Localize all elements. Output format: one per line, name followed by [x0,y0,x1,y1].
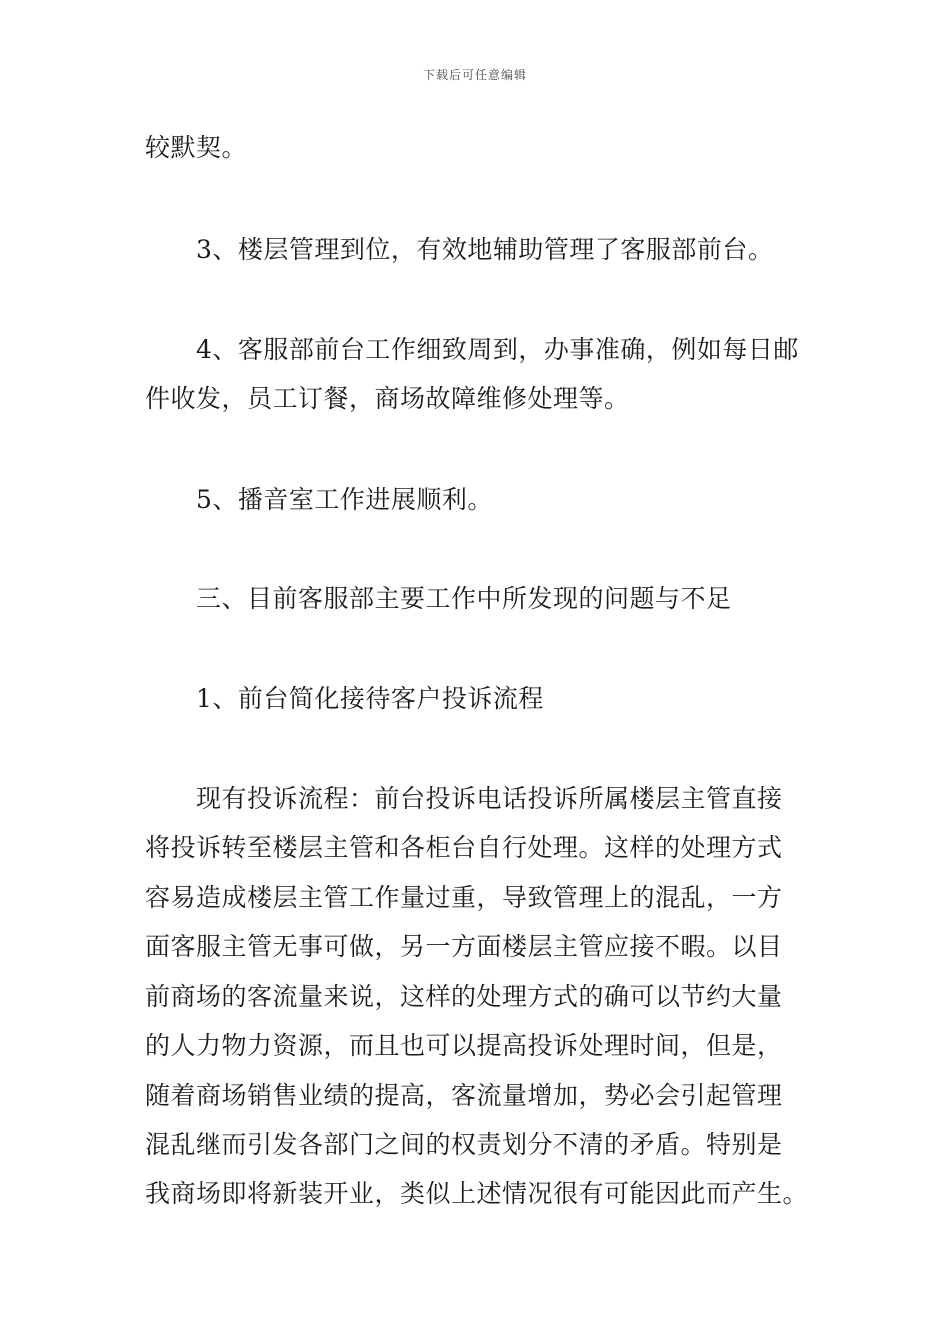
paragraph-line: 容易造成楼层主管工作量过重，导致管理上的混乱，一方 [145,883,783,912]
paragraph-line: 混乱继而引发各部门之间的权责划分不清的矛盾。特别是 [145,1130,783,1159]
paragraph-line: 3、楼层管理到位，有效地辅助管理了客服部前台。 [196,235,774,264]
paragraph-line: 件收发，员工订餐，商场故障维修处理等。 [145,384,630,413]
paragraph-line: 4、客服部前台工作细致周到，办事准确，例如每日邮 [196,335,799,364]
paragraph-line: 现有投诉流程：前台投诉电话投诉所属楼层主管直接 [196,784,783,813]
paragraph-line: 将投诉转至楼层主管和各柜台自行处理。这样的处理方式 [145,833,783,862]
paragraph-line: 较默契。 [145,133,248,162]
paragraph-line: 5、播音室工作进展顺利。 [196,485,493,514]
paragraph-line: 我商场即将新装开业，类似上述情况很有可能因此而产生。 [145,1179,809,1208]
subsection-heading: 1、前台简化接待客户投诉流程 [196,684,544,713]
section-heading: 三、目前客服部主要工作中所发现的问题与不足 [196,584,732,613]
header-note: 下载后可任意编辑 [422,68,527,82]
paragraph-line: 面客服主管无事可做，另一方面楼层主管应接不暇。以目 [145,932,783,961]
paragraph-line: 前商场的客流量来说，这样的处理方式的确可以节约大量 [145,982,783,1011]
paragraph-line: 随着商场销售业绩的提高，客流量增加，势必会引起管理 [145,1081,783,1110]
paragraph-line: 的人力物力资源，而且也可以提高投诉处理时间，但是， [145,1031,783,1060]
